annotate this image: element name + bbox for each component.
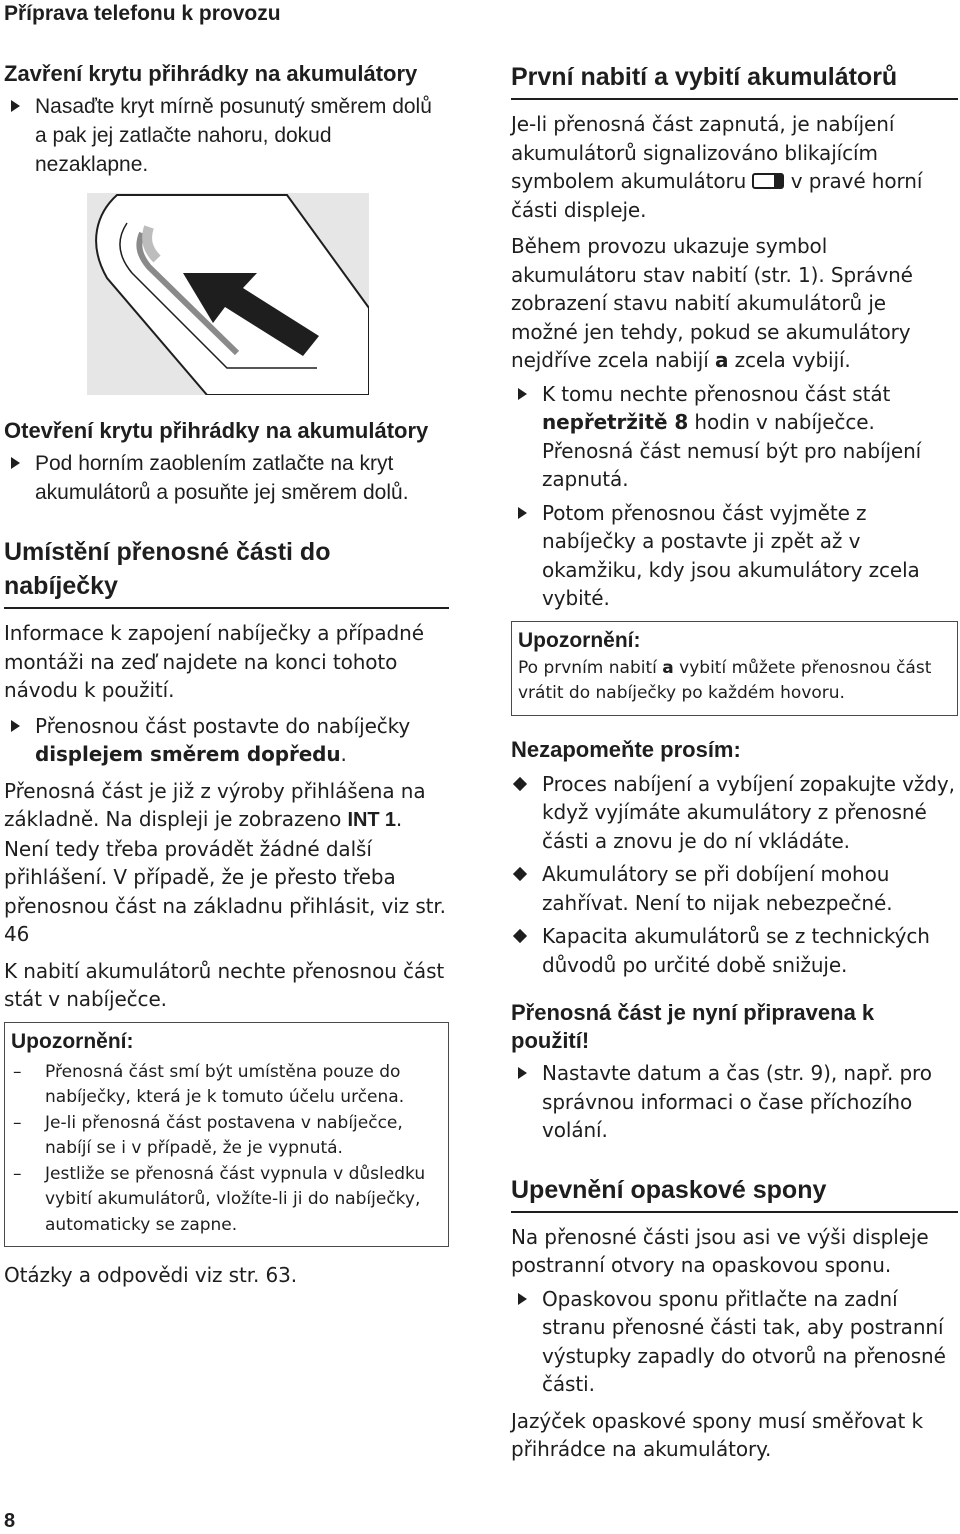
note-item: – Přenosná část smí být umístěna pouze do nabíječky, která je k tomuto účelu určena. (13, 1061, 405, 1107)
step-open-cover: Pod horním zaoblením zatlačte na kryt akumulátorů a posuňte jej směrem dolů. (4, 449, 449, 507)
note-box-right (511, 621, 958, 716)
section-title-ready: Přenosná část je nyní připravena k použití! (511, 1000, 875, 1053)
section-title-belt-clip: Upevnění opaskové spony (511, 1173, 958, 1213)
diamond-bullet-icon (513, 867, 527, 881)
step-arrow-icon (11, 457, 20, 469)
note-text: Po prvním nabití a vybití můžete přenosnou část vrátit do nabíječky po každém hovoru. (518, 657, 932, 703)
section-title-remember: Nezapomeňte prosím: (511, 736, 741, 762)
diamond-bullet-icon (513, 776, 527, 790)
display-text-int1: INT 1 (347, 809, 396, 831)
note-title: Upozornění: (11, 1029, 134, 1053)
running-header: Příprava telefonu k provozu (4, 2, 281, 25)
step-arrow-icon (518, 1067, 527, 1079)
note-box-left (4, 1022, 449, 1248)
page-number: 8 (4, 1510, 16, 1532)
note-item: – Jestliže se přenosná část vypnula v důsledku vybití akumulátorů, vložíte-li ji do nabíječky, automaticky se zapne. (13, 1163, 426, 1235)
diamond-bullet-icon (513, 929, 527, 943)
faq-reference: Otázky a odpovědi viz str. 63. (4, 1263, 298, 1287)
section-title-open-cover: Otevření krytu přihrádky na akumulátory (4, 418, 429, 443)
step-arrow-icon (11, 100, 20, 112)
note-title: Upozornění: (518, 628, 641, 652)
left-column (4, 60, 449, 1290)
step-charge-8-hours: K tomu nechte přenosnou část stát nepřetržitě 8 hodin v nabíječce. Přenosná část nemusí být pro nabíjení zapnutá. (511, 380, 958, 494)
section-title-first-charge: První nabití a vybití akumulátorů (511, 60, 958, 100)
charger-info-paragraph: Informace k zapojení nabíječky a případné montáži na zeď najdete na konci tohoto návodu k použití. (4, 621, 424, 702)
step-set-date-time: Nastavte datum a čas (str. 9), např. pro správnou informaci o čase příchozího volání. (511, 1059, 958, 1145)
remember-item: Kapacita akumulátorů se z technických důvodů po určité době snižuje. (511, 922, 958, 979)
note-item: – Je-li přenosná část postavena v nabíječce, nabíjí se i v případě, že je vypnutá. (13, 1112, 403, 1158)
charge-status-paragraph: Během provozu ukazuje symbol akumulátoru stav nabití (str. 1). Správné zobrazení stavu nabití akumulátorů je možné jen tehdy, pokud se akumulátory nejdříve zcela nabijí a zcela vybijí. (511, 234, 913, 372)
step-arrow-icon (518, 388, 527, 400)
belt-clip-paragraph: Na přenosné části jsou asi ve výši displeje postranní otvory na opaskovou sponu. (511, 1224, 929, 1277)
step-arrow-icon (11, 720, 20, 732)
step-arrow-icon (518, 507, 527, 519)
step-remove-handset: Potom přenosnou část vyjměte z nabíječky a postavte ji zpět až v okamžiku, kdy jsou akumulátory zcela vybité. (511, 499, 958, 613)
remember-item: Akumulátory se při dobíjení mohou zahřívat. Není to nijak nebezpečné. (511, 860, 958, 917)
battery-icon (752, 173, 784, 189)
section-title-close-cover: Zavření krytu přihrádky na akumulátory (4, 61, 418, 86)
belt-clip-tab-paragraph: Jazýček opaskové spony musí směřovat k přihrádce na akumulátory. (511, 1408, 923, 1461)
registration-paragraph: Přenosná část je již z výroby přihlášena na základně. Na displeji je zobrazeno INT 1. Není tedy třeba provádět žádné další přihlášení. V případě, že je přesto třeba přenosnou část na základnu přihlásit, viz str. 46 (4, 778, 446, 946)
step-close-cover: Nasaďte kryt mírně posunutý směrem dolů a pak jej zatlačte nahoru, dokud nezaklapne. (4, 92, 449, 179)
cover-arrow-illustration (87, 193, 369, 395)
step-place-handset: Přenosnou část postavte do nabíječky displejem směrem dopředu. (4, 712, 449, 769)
step-arrow-icon (518, 1293, 527, 1305)
step-attach-belt-clip: Opaskovou sponu přitlačte na zadní stranu přenosné části tak, aby postranní výstupky zapadly do otvorů na přenosné části. (511, 1285, 958, 1399)
remember-item: Proces nabíjení a vybíjení zopakujte vždy, když vyjímáte akumulátory z přenosné části a znovu je do ní vkládáte. (511, 770, 958, 856)
first-charge-paragraph: Je-li přenosná část zapnutá, je nabíjení akumulátorů signalizováno blikajícím symbolem akumulátoru v pravé horní části displeje. (511, 112, 923, 222)
illustration-battery-cover (87, 193, 369, 395)
section-title-charger: Umístění přenosné části do nabíječky (4, 535, 449, 609)
charging-paragraph: K nabití akumulátorů nechte přenosnou část stát v nabíječce. (4, 958, 445, 1011)
right-column (511, 60, 958, 1464)
